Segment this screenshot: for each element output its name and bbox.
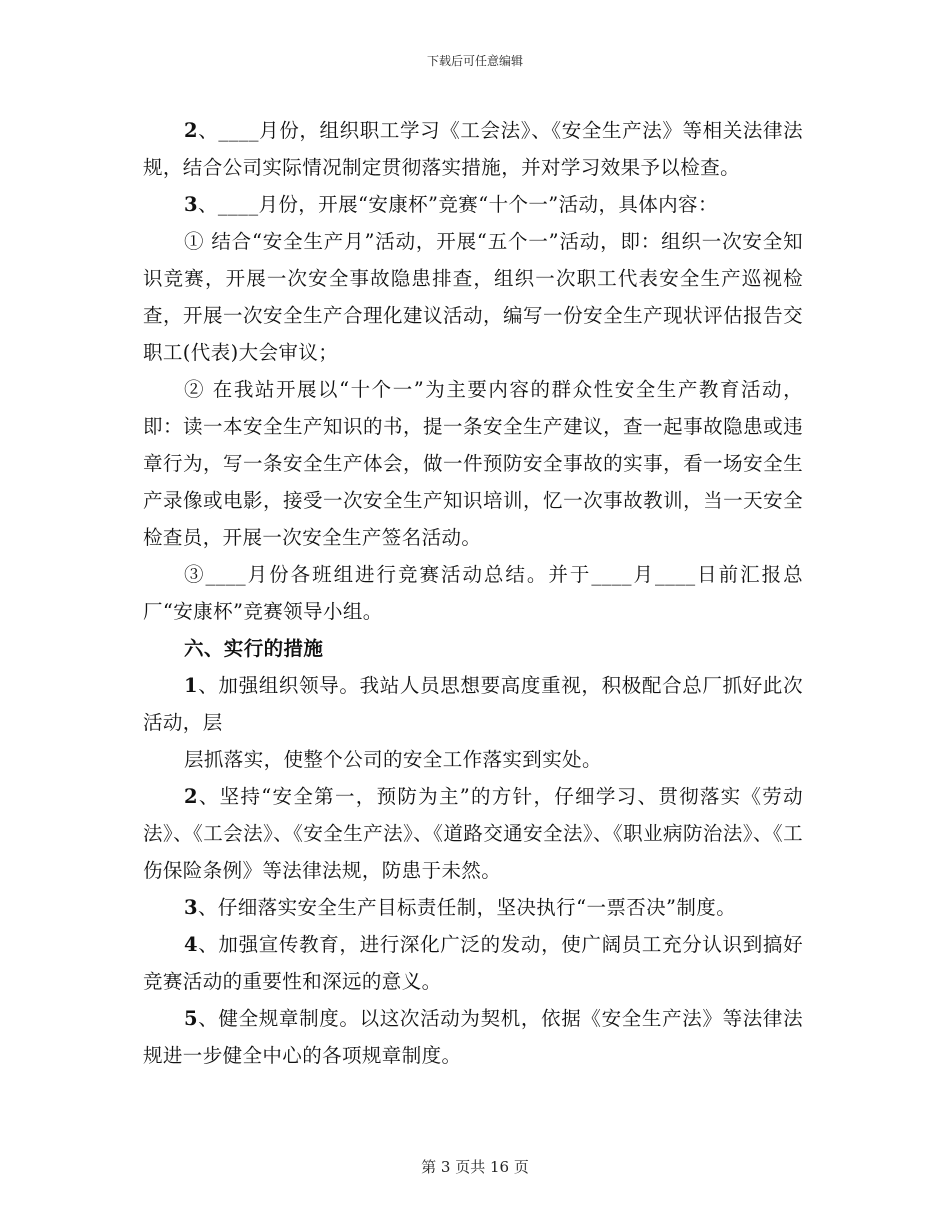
content-item-3: ③____月份各班组进行竞赛活动总结。并于____月____日前汇报总厂“安康杯”竞赛领导小组。 bbox=[143, 563, 803, 623]
item-number: 2 bbox=[184, 785, 198, 808]
item-number: 2 bbox=[184, 119, 198, 142]
paragraph-text: 、坚持“安全第一，预防为主”的方针，仔细学习、贯彻落实《劳动法》、《工会法》、《安全生产法》、《道路交通安全法》、《职业病防治法》、《工伤保险条例》等法律法规，防患于未然。 bbox=[143, 785, 803, 882]
item-number: 4 bbox=[184, 933, 198, 956]
item-number: 1 bbox=[184, 674, 198, 697]
content-item-2: ② 在我站开展以“十个一”为主要内容的群众性安全生产教育活动，即：读一本安全生产知识的书，提一条安全生产建议，查一起事故隐患或违章行为，写一条安全生产体会，做一件预防安全事故的实事，看一场安全生产录像或电影，接受一次安全生产知识培训，忆一次事故教训，当一天安全检查员，开展一次安全生产签名活动。 bbox=[143, 378, 803, 549]
item-number: 5 bbox=[184, 1007, 198, 1030]
paragraph-text: 、加强宣传教育，进行深化广泛的发动，使广阔员工充分认识到搞好竞赛活动的重要性和深远的意义。 bbox=[143, 933, 803, 993]
paragraph-text: 、____月份，开展“安康杯”竞赛“十个一”活动，具体内容： bbox=[197, 193, 718, 216]
content-item-1: ① 结合“安全生产月”活动，开展“五个一”活动，即：组织一次安全知识竞赛，开展一次安全事故隐患排查，组织一次职工代表安全生产巡视检查，开展一次安全生产合理化建议活动，编写一份安全生产现状评估报告交职工(代表)大会审议； bbox=[143, 230, 803, 364]
page-footer: 第 3 页共 16 页 bbox=[421, 1158, 529, 1176]
measure-4 bbox=[143, 926, 803, 1000]
item-number: 3 bbox=[184, 896, 198, 919]
paragraph-2 bbox=[143, 112, 803, 186]
measure-5 bbox=[143, 1000, 803, 1074]
page-header: 下载后可任意编辑 bbox=[426, 54, 523, 68]
measure-3 bbox=[143, 889, 803, 926]
paragraph-text: 、____月份，组织职工学习《工会法》、《安全生产法》等相关法律法规，结合公司实际情况制定贯彻落实措施，并对学习效果予以检查。 bbox=[143, 119, 803, 179]
document-body bbox=[143, 112, 803, 1074]
paragraph-text: 、仔细落实安全生产目标责任制，坚决执行“一票否决”制度。 bbox=[197, 896, 737, 919]
section-heading: 六、实行的措施 bbox=[184, 637, 324, 660]
measure-1 bbox=[143, 667, 803, 741]
measure-1-continued: 层抓落实，使整个公司的安全工作落实到实处。 bbox=[184, 748, 602, 771]
paragraph-text: 、加强组织领导。我站人员思想要高度重视，积极配合总厂抓好此次活动，层 bbox=[143, 674, 803, 734]
measure-2 bbox=[143, 778, 803, 889]
paragraph-text: 、健全规章制度。以这次活动为契机，依据《安全生产法》等法律法规进一步健全中心的各项规章制度。 bbox=[143, 1007, 803, 1067]
item-number: 3 bbox=[184, 193, 198, 216]
paragraph-3 bbox=[143, 186, 803, 223]
